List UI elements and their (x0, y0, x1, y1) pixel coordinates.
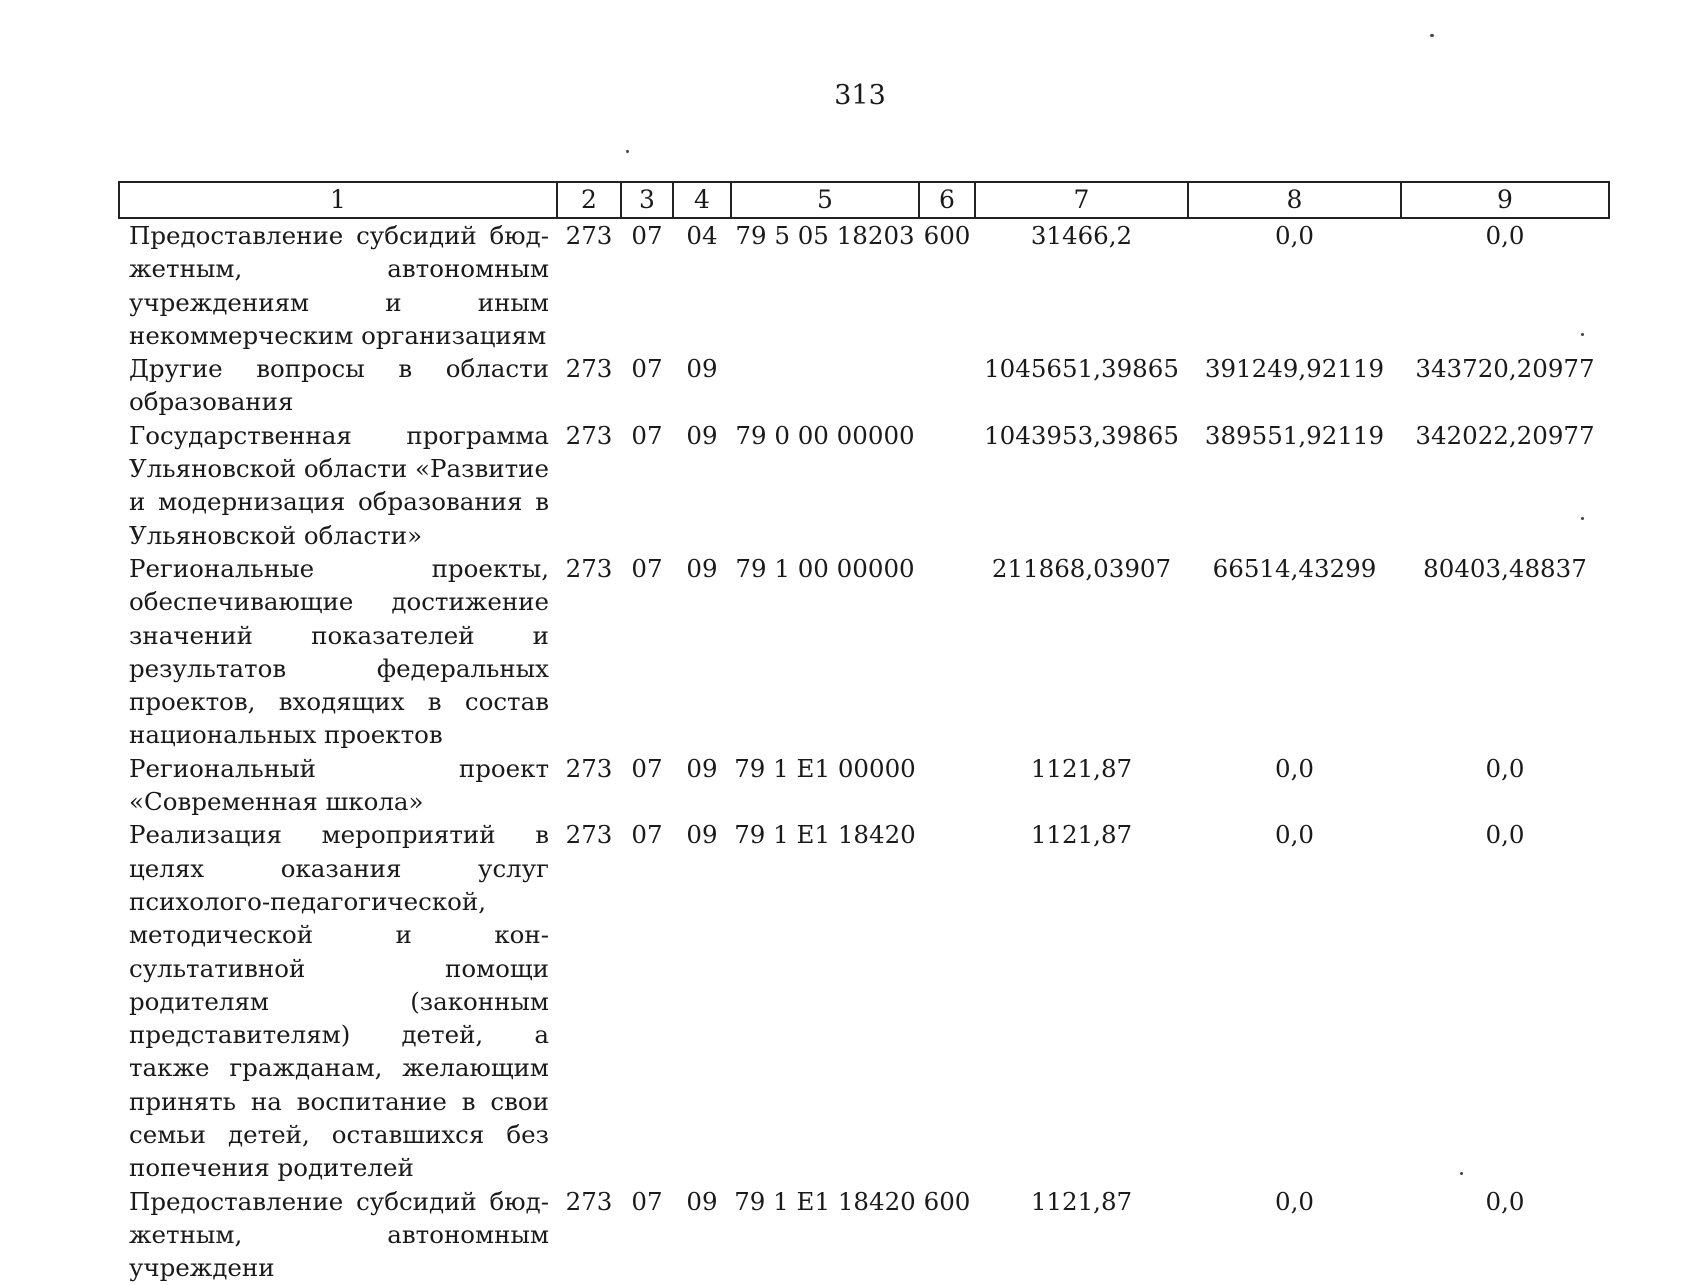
expense-type (919, 818, 975, 1184)
row-name: Государственная программа Ульяновской области «Развитие и модернизация образования в Ульяновской области» (129, 420, 549, 550)
subsection-code: 09 (686, 354, 718, 384)
amount-year-2: 0,0 (1275, 221, 1314, 250)
subsection-code: 09 (686, 753, 718, 783)
scan-speck (1581, 517, 1584, 520)
col-header-3: 3 (621, 182, 673, 218)
row-name: Региональные проекты, обеспечивающие достижение значений показателей и результатов федеральных проектов, входящих в состав национальных проектов (129, 553, 549, 750)
amount-year-1: 1043953,39865 (984, 420, 1179, 450)
target-code: 79 0 00 00000 (735, 420, 915, 450)
amount-year-3: 80403,48837 (1423, 553, 1587, 583)
admin-code: 273 (565, 553, 613, 583)
section-code: 07 (631, 553, 663, 583)
admin-code: 273 (565, 753, 613, 783)
amount-year-3: 0,0 (1485, 1186, 1525, 1216)
amount-year-3: 342022,20977 (1415, 420, 1595, 450)
amount-year-3: 343720,20977 (1415, 354, 1595, 384)
amount-year-3: 0,0 (1485, 753, 1525, 783)
target-code: 79 5 05 18203 (735, 221, 915, 250)
scan-speck (1430, 34, 1434, 37)
table-row (119, 752, 1609, 819)
section-code: 07 (631, 354, 663, 384)
scan-speck (1581, 333, 1584, 336)
table-row (119, 419, 1609, 552)
col-header-9: 9 (1401, 182, 1609, 218)
target-code (731, 352, 919, 419)
amount-year-1: 1121,87 (1030, 820, 1133, 850)
page-number: 313 (834, 80, 886, 111)
amount-year-2: 389551,92119 (1204, 420, 1385, 450)
expense-type (919, 352, 975, 419)
amount-year-1: 1121,87 (1030, 753, 1133, 783)
amount-year-1: 211868,03907 (991, 553, 1172, 583)
budget-table (118, 181, 1610, 1285)
table-row (119, 352, 1609, 419)
amount-year-2: 66514,43299 (1212, 553, 1377, 583)
subsection-code: 09 (686, 553, 718, 583)
section-code: 07 (631, 420, 663, 450)
expense-type: 600 (923, 221, 971, 250)
section-code: 07 (631, 221, 663, 250)
col-header-1: 1 (119, 182, 557, 218)
admin-code: 273 (565, 221, 613, 250)
col-header-2: 2 (557, 182, 621, 218)
amount-year-2: 0,0 (1275, 1186, 1314, 1216)
subsection-code: 09 (686, 820, 718, 850)
table-header-row (119, 182, 1609, 218)
row-name: Другие вопросы в области образования (129, 354, 549, 417)
scan-speck (1460, 1172, 1463, 1175)
amount-year-1: 1121,87 (1030, 1186, 1133, 1216)
target-code: 79 1 00 00000 (735, 553, 915, 583)
col-header-8: 8 (1188, 182, 1401, 218)
section-code: 07 (631, 753, 663, 783)
admin-code: 273 (565, 420, 613, 450)
expense-type (919, 752, 975, 819)
expense-type (919, 552, 975, 752)
target-code: 79 1 E1 00000 (734, 753, 916, 783)
admin-code: 273 (565, 820, 613, 850)
subsection-code: 04 (686, 221, 718, 250)
target-code: 79 1 E1 18420 (734, 1186, 916, 1216)
amount-year-1: 1045651,39865 (984, 354, 1179, 384)
subsection-code: 09 (686, 420, 718, 450)
table-row (119, 552, 1609, 752)
target-code: 79 1 E1 18420 (734, 820, 916, 850)
amount-year-2: 391249,92119 (1204, 354, 1385, 384)
admin-code: 273 (565, 1186, 613, 1216)
table-row (119, 218, 1609, 352)
section-code: 07 (631, 1186, 663, 1216)
admin-code: 273 (565, 354, 613, 384)
col-header-6: 6 (919, 182, 975, 218)
row-name: Реализация мероприятий в целях оказания услуг психолого-педагогической, методической и консультативной помощи родителям (законным представителям) детей, а также гражданам, желающим принять на воспитание в свои семьи детей, оставшихся без попечения родителей (129, 820, 549, 1183)
row-name: Предоставление субсидий бюджетным, автономным учреждени (129, 1186, 549, 1283)
row-name: Региональный проект «Современная школа» (129, 753, 549, 817)
row-name: Предоставление субсидий бюджетным, автономным учреждениям и иным некоммерческим организациям (129, 221, 549, 350)
col-header-5: 5 (731, 182, 919, 218)
amount-year-3: 0,0 (1485, 221, 1525, 250)
col-header-4: 4 (673, 182, 731, 218)
expense-type: 600 (923, 1186, 971, 1216)
scan-speck (626, 150, 629, 153)
amount-year-3: 0,0 (1485, 820, 1525, 850)
col-header-7: 7 (975, 182, 1188, 218)
subsection-code: 09 (686, 1186, 718, 1216)
expense-type (919, 419, 975, 552)
section-code: 07 (631, 820, 663, 850)
amount-year-1: 31466,2 (1030, 221, 1133, 250)
amount-year-2: 0,0 (1275, 820, 1314, 850)
table-row (119, 818, 1609, 1184)
amount-year-2: 0,0 (1275, 753, 1314, 783)
